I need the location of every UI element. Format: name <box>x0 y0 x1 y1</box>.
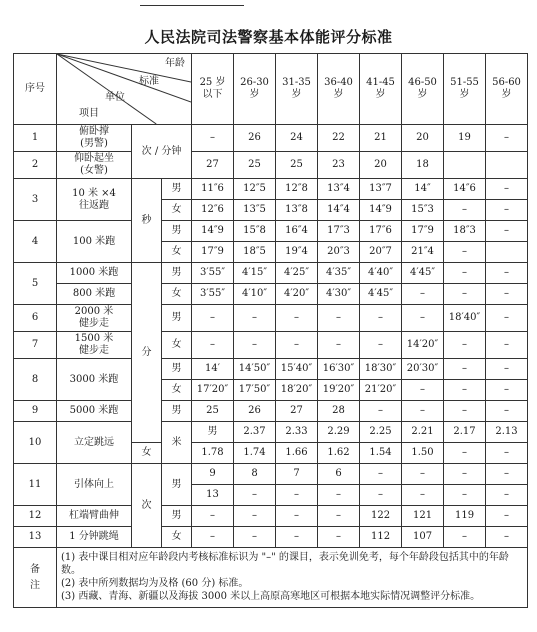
row-seq: 1 <box>14 125 57 152</box>
value-cell: 15′40″ <box>276 359 318 380</box>
value-cell: 17″3 <box>318 221 360 242</box>
value-cell: – <box>318 485 360 506</box>
value-cell: 2.25 <box>360 422 402 443</box>
table-row <box>14 263 528 284</box>
value-cell: 26 <box>234 125 276 152</box>
table-row <box>14 305 528 332</box>
value-cell: 12″6 <box>192 200 234 221</box>
page-title: 人民法院司法警察基本体能评分标准 <box>144 28 393 46</box>
value-cell: – <box>486 443 528 464</box>
value-cell: 25 <box>192 401 234 422</box>
age-group-3: 31-35 岁 <box>276 54 318 125</box>
note-line-2: (2) 表中所列数据均为及格 (60 分) 标准。 <box>61 578 249 589</box>
value-cell: 23 <box>318 152 360 179</box>
row-seq: 7 <box>14 332 57 359</box>
value-cell: 16′30″ <box>318 359 360 380</box>
value-cell: 1.66 <box>276 443 318 464</box>
note-line-3: (3) 西藏、青海、新疆以及海拔 3000 米以上高原高寒地区可根据本地实际情况调整评分标准。 <box>61 591 481 602</box>
age-group-5: 41-45 岁 <box>360 54 402 125</box>
value-cell: – <box>444 401 486 422</box>
row-item: 2000 米 健步走 <box>57 305 132 332</box>
value-cell: 22 <box>318 125 360 152</box>
table-row <box>14 527 528 548</box>
value-cell: 25 <box>234 152 276 179</box>
row-seq: 13 <box>14 527 57 548</box>
row-item: 仰卧起坐 (女警) <box>57 152 132 179</box>
value-cell: 119 <box>444 506 486 527</box>
gender-cell: 男 <box>162 179 192 200</box>
value-cell: – <box>444 263 486 284</box>
table-row <box>14 422 528 443</box>
row-seq: 4 <box>14 221 57 263</box>
value-cell: 21′20″ <box>360 380 402 401</box>
value-cell: – <box>276 485 318 506</box>
value-cell: 18′20″ <box>276 380 318 401</box>
value-cell: 20″3 <box>318 242 360 263</box>
value-cell: 26 <box>234 401 276 422</box>
notes-row <box>14 548 528 608</box>
value-cell: – <box>402 284 444 305</box>
value-cell: – <box>486 506 528 527</box>
value-cell: – <box>234 332 276 359</box>
note-line-1: (1) 表中课目相对应年龄段内考核标准标识为 "–" 的课目，表示免训免考，每个年龄段包括其中的年龄数。 <box>61 552 509 576</box>
value-cell: 3′55″ <box>192 284 234 305</box>
value-cell: – <box>444 527 486 548</box>
value-cell: 112 <box>360 527 402 548</box>
row-item: 3000 米跑 <box>57 359 132 401</box>
unit-minute: 分 <box>132 263 162 443</box>
value-cell: 107 <box>402 527 444 548</box>
value-cell: 18′30″ <box>360 359 402 380</box>
value-cell: 19 <box>444 125 486 152</box>
header-age-label: 年龄 <box>165 58 186 69</box>
value-cell: 11″6 <box>192 179 234 200</box>
row-item: 100 米跑 <box>57 221 132 263</box>
value-cell: 1.78 <box>192 443 234 464</box>
value-cell: 1.50 <box>402 443 444 464</box>
value-cell: 13″4 <box>318 179 360 200</box>
value-cell: – <box>234 527 276 548</box>
value-cell: – <box>318 527 360 548</box>
gender-cell: 男 <box>162 464 192 506</box>
value-cell: – <box>444 200 486 221</box>
value-cell: – <box>444 464 486 485</box>
row-seq: 11 <box>14 464 57 506</box>
row-item: 杠端臂曲伸 <box>57 506 132 527</box>
value-cell: 1.62 <box>318 443 360 464</box>
value-cell: 17″6 <box>360 221 402 242</box>
row-seq: 3 <box>14 179 57 221</box>
value-cell: 4′45″ <box>402 263 444 284</box>
gender-cell: 男 <box>192 422 234 443</box>
value-cell: – <box>276 332 318 359</box>
value-cell: – <box>192 125 234 152</box>
value-cell: – <box>486 221 528 242</box>
value-cell: 4′45″ <box>360 284 402 305</box>
table-row <box>14 152 528 179</box>
age-group-4: 36-40 岁 <box>318 54 360 125</box>
value-cell: – <box>444 380 486 401</box>
value-cell: 20″7 <box>360 242 402 263</box>
value-cell: 2.37 <box>234 422 276 443</box>
table-row <box>14 464 528 485</box>
value-cell: 2.21 <box>402 422 444 443</box>
value-cell: 20 <box>402 125 444 152</box>
value-cell: – <box>486 401 528 422</box>
header-item-label: 项目 <box>79 108 99 119</box>
unit-meter: 米 <box>162 422 192 464</box>
gender-cell: 男 <box>162 221 192 242</box>
value-cell: – <box>486 284 528 305</box>
value-cell: – <box>486 464 528 485</box>
table-row <box>14 284 528 305</box>
gender-cell: 男 <box>162 401 192 422</box>
gender-cell: 女 <box>162 284 192 305</box>
value-cell: 1.74 <box>234 443 276 464</box>
value-cell: – <box>192 527 234 548</box>
value-cell: – <box>486 359 528 380</box>
value-cell: 24 <box>276 125 318 152</box>
value-cell: 3′55″ <box>192 263 234 284</box>
row-item: 1500 米 健步走 <box>57 332 132 359</box>
value-cell: 21″4 <box>402 242 444 263</box>
value-cell: – <box>360 485 402 506</box>
table-row <box>14 506 528 527</box>
value-cell: 15″8 <box>234 221 276 242</box>
header-unit-label: 单位 <box>105 92 125 103</box>
row-item: 俯卧撑 (男警) <box>57 125 132 152</box>
value-cell: 14″ <box>402 179 444 200</box>
value-cell: 28 <box>318 401 360 422</box>
value-cell: 18 <box>402 152 444 179</box>
value-cell: 2.29 <box>318 422 360 443</box>
value-cell: 18″3 <box>444 221 486 242</box>
value-cell: 13″8 <box>276 200 318 221</box>
value-cell: 17″9 <box>192 242 234 263</box>
row-item: 1 分钟跳绳 <box>57 527 132 548</box>
value-cell: – <box>486 332 528 359</box>
row-item: 10 米 ×4 往返跑 <box>57 179 132 221</box>
value-cell: 8 <box>234 464 276 485</box>
age-group-1: 25 岁 以下 <box>192 54 234 125</box>
value-cell: – <box>318 332 360 359</box>
value-cell: 27 <box>192 152 234 179</box>
table-row <box>14 179 528 200</box>
value-cell: – <box>276 506 318 527</box>
value-cell: 19′20″ <box>318 380 360 401</box>
value-cell <box>486 152 528 179</box>
value-cell: 21 <box>360 125 402 152</box>
value-cell: 2.17 <box>444 422 486 443</box>
row-seq: 12 <box>14 506 57 527</box>
value-cell: 13 <box>192 485 234 506</box>
value-cell: 18′40″ <box>444 305 486 332</box>
row-seq: 10 <box>14 422 57 464</box>
row-item: 立定跳远 <box>57 422 132 464</box>
value-cell: – <box>486 305 528 332</box>
gender-cell: 女 <box>162 380 192 401</box>
value-cell <box>444 152 486 179</box>
value-cell: 18″5 <box>234 242 276 263</box>
unit-second: 秒 <box>132 179 162 263</box>
value-cell: – <box>402 464 444 485</box>
value-cell: 14′50″ <box>234 359 276 380</box>
table-row <box>14 332 528 359</box>
value-cell: – <box>234 506 276 527</box>
gender-cell: 女 <box>162 200 192 221</box>
value-cell: 14′ <box>192 359 234 380</box>
age-group-6: 46-50 岁 <box>402 54 444 125</box>
value-cell: – <box>486 200 528 221</box>
value-cell: – <box>276 305 318 332</box>
value-cell: – <box>402 485 444 506</box>
value-cell: 25 <box>276 152 318 179</box>
unit-per-minute: 次 / 分钟 <box>132 125 192 179</box>
table-row <box>14 125 528 152</box>
value-cell: – <box>402 380 444 401</box>
value-cell: – <box>444 359 486 380</box>
value-cell: – <box>486 263 528 284</box>
value-cell: 14″4 <box>318 200 360 221</box>
gender-cell: 女 <box>162 332 192 359</box>
value-cell: – <box>318 506 360 527</box>
value-cell: – <box>192 506 234 527</box>
row-item: 1000 米跑 <box>57 263 132 284</box>
value-cell: – <box>444 284 486 305</box>
value-cell: 4′20″ <box>276 284 318 305</box>
value-cell: 2.13 <box>486 422 528 443</box>
header-standard-label: 标准 <box>139 76 160 87</box>
gender-cell: 男 <box>162 506 192 527</box>
value-cell: 12″8 <box>276 179 318 200</box>
gender-cell: 女 <box>162 527 192 548</box>
table-row <box>14 221 528 242</box>
row-item: 800 米跑 <box>57 284 132 305</box>
age-group-2: 26-30 岁 <box>234 54 276 125</box>
value-cell: – <box>444 242 486 263</box>
row-seq: 2 <box>14 152 57 179</box>
value-cell: 12″5 <box>234 179 276 200</box>
value-cell: 20 <box>360 152 402 179</box>
value-cell: 27 <box>276 401 318 422</box>
gender-cell: 男 <box>162 305 192 332</box>
gender-cell: 女 <box>132 443 162 464</box>
row-seq: 6 <box>14 305 57 332</box>
value-cell: 15″3 <box>402 200 444 221</box>
value-cell: – <box>360 305 402 332</box>
value-cell: – <box>444 332 486 359</box>
value-cell: 17″9 <box>402 221 444 242</box>
age-group-8: 56-60 岁 <box>486 54 528 125</box>
value-cell: – <box>486 527 528 548</box>
value-cell: – <box>402 401 444 422</box>
value-cell: 13″5 <box>234 200 276 221</box>
value-cell: – <box>276 527 318 548</box>
header-row <box>14 54 528 125</box>
value-cell: – <box>360 464 402 485</box>
value-cell: 19″4 <box>276 242 318 263</box>
value-cell: 13″7 <box>360 179 402 200</box>
row-seq: 8 <box>14 359 57 401</box>
unit-times: 次 <box>132 464 162 548</box>
value-cell: 17′20″ <box>192 380 234 401</box>
value-cell: 14″9 <box>360 200 402 221</box>
value-cell: 9 <box>192 464 234 485</box>
notes-text <box>57 548 528 608</box>
value-cell: – <box>360 401 402 422</box>
value-cell: 121 <box>402 506 444 527</box>
value-cell: 6 <box>318 464 360 485</box>
value-cell: – <box>486 179 528 200</box>
value-cell: – <box>402 305 444 332</box>
value-cell: – <box>234 305 276 332</box>
value-cell: 4′35″ <box>318 263 360 284</box>
value-cell: 14″9 <box>192 221 234 242</box>
gender-cell: 女 <box>162 242 192 263</box>
table-row <box>14 401 528 422</box>
score-table <box>13 53 528 608</box>
row-item: 引体向上 <box>57 464 132 506</box>
value-cell: 122 <box>360 506 402 527</box>
value-cell: 7 <box>276 464 318 485</box>
value-cell <box>486 242 528 263</box>
value-cell: 4′40″ <box>360 263 402 284</box>
value-cell: – <box>192 332 234 359</box>
value-cell: 4′10″ <box>234 284 276 305</box>
value-cell: – <box>444 485 486 506</box>
header-diagonal-cell <box>57 54 192 125</box>
row-seq: 9 <box>14 401 57 422</box>
value-cell: 1.54 <box>360 443 402 464</box>
top-rule <box>140 5 244 6</box>
gender-cell: 男 <box>162 263 192 284</box>
row-seq: 5 <box>14 263 57 305</box>
notes-label: 备 注 <box>14 548 57 608</box>
value-cell: 4′15″ <box>234 263 276 284</box>
value-cell: – <box>486 485 528 506</box>
value-cell: 4′30″ <box>318 284 360 305</box>
table-row <box>14 359 528 380</box>
age-group-7: 51-55 岁 <box>444 54 486 125</box>
value-cell: 14″6 <box>444 179 486 200</box>
value-cell: 4′25″ <box>276 263 318 284</box>
value-cell: 20′30″ <box>402 359 444 380</box>
value-cell: – <box>486 125 528 152</box>
gender-cell: 男 <box>162 359 192 380</box>
value-cell: – <box>360 332 402 359</box>
value-cell: 16″4 <box>276 221 318 242</box>
header-seq: 序号 <box>14 54 57 125</box>
value-cell: – <box>486 380 528 401</box>
value-cell: – <box>444 443 486 464</box>
value-cell: 2.33 <box>276 422 318 443</box>
value-cell: – <box>192 305 234 332</box>
value-cell: 17′50″ <box>234 380 276 401</box>
value-cell: – <box>234 485 276 506</box>
row-item: 5000 米跑 <box>57 401 132 422</box>
value-cell: 14′20″ <box>402 332 444 359</box>
value-cell: – <box>318 305 360 332</box>
